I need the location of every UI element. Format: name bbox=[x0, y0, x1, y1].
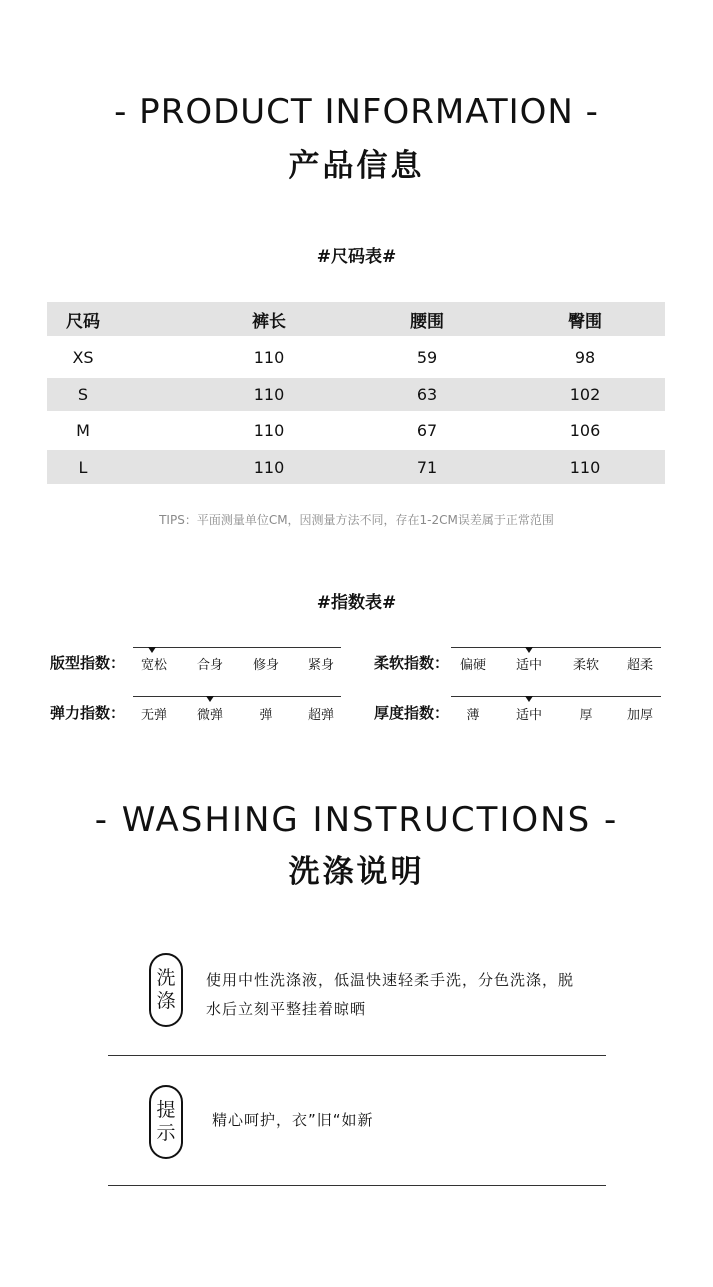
size-table-header bbox=[47, 302, 665, 336]
elasticity-index-line bbox=[133, 696, 341, 697]
thickness-option: 薄 bbox=[466, 708, 480, 723]
wash-text-line: 使用中性洗涤液，低温快速轻柔手洗，分色洗涤，脱 bbox=[206, 971, 575, 989]
table-cell: 106 bbox=[569, 421, 601, 440]
elasticity-option: 超弹 bbox=[307, 708, 334, 723]
size-tips: TIPS：平面测量单位CM，因测量方法不同，存在1-2CM误差属于正常范围 bbox=[159, 513, 554, 527]
thickness-index-label: 厚度指数： bbox=[374, 704, 450, 722]
elasticity-index-label: 弹力指数： bbox=[50, 704, 126, 722]
divider bbox=[108, 1055, 606, 1056]
column-header: 腰围 bbox=[410, 311, 444, 332]
product-info-title-cn: 产品信息 bbox=[288, 148, 425, 184]
index-table-title: #指数表# bbox=[316, 593, 397, 613]
table-row bbox=[47, 336, 665, 378]
table-cell: XS bbox=[72, 347, 94, 367]
softness-option: 适中 bbox=[515, 658, 542, 673]
table-cell: 71 bbox=[416, 457, 438, 477]
fit-index-marker-icon bbox=[148, 647, 156, 653]
column-header: 尺码 bbox=[66, 311, 100, 332]
table-cell: S bbox=[77, 385, 89, 404]
softness-option: 柔软 bbox=[572, 658, 599, 673]
table-cell: 59 bbox=[416, 347, 438, 367]
tip-text-line: 精心呵护，衣”旧“如新 bbox=[212, 1111, 374, 1129]
wash-text bbox=[206, 966, 626, 1024]
wash-text-line: 水后立刻平整挂着晾晒 bbox=[206, 1000, 367, 1018]
softness-option: 超柔 bbox=[626, 658, 653, 673]
table-cell: L bbox=[78, 457, 88, 477]
softness-index-label: 柔软指数： bbox=[374, 654, 450, 672]
wash-badge-char: 洗 bbox=[156, 967, 176, 989]
tip-badge-char: 示 bbox=[156, 1122, 176, 1144]
table-cell: 67 bbox=[416, 421, 438, 440]
washing-title-cn: 洗涤说明 bbox=[288, 854, 425, 890]
table-cell: 110 bbox=[253, 347, 285, 367]
table-cell: 63 bbox=[416, 385, 438, 404]
fit-option: 合身 bbox=[196, 658, 223, 673]
table-cell: 110 bbox=[569, 457, 601, 477]
table-cell: 102 bbox=[569, 385, 601, 404]
table-cell: 110 bbox=[253, 421, 285, 440]
divider bbox=[108, 1185, 606, 1186]
size-table-title: #尺码表# bbox=[316, 247, 397, 267]
elasticity-option: 微弹 bbox=[196, 708, 223, 723]
table-row bbox=[47, 411, 665, 450]
wash-badge bbox=[149, 953, 183, 1027]
thickness-index-marker-icon bbox=[525, 696, 533, 702]
size-table bbox=[47, 302, 665, 484]
elasticity-index-marker-icon bbox=[206, 696, 214, 702]
fit-option: 紧身 bbox=[307, 658, 334, 673]
table-row bbox=[47, 378, 665, 411]
column-header: 臀围 bbox=[568, 311, 602, 332]
table-cell: 110 bbox=[253, 385, 285, 404]
column-header: 裤长 bbox=[252, 311, 286, 332]
product-info-title-en: - PRODUCT INFORMATION - bbox=[114, 92, 599, 132]
tip-text bbox=[212, 1106, 612, 1135]
fit-option: 宽松 bbox=[140, 658, 167, 673]
thickness-option: 厚 bbox=[579, 708, 593, 723]
table-cell: 110 bbox=[253, 457, 285, 477]
table-cell: 98 bbox=[574, 347, 596, 367]
table-cell: M bbox=[76, 421, 90, 440]
table-row bbox=[47, 450, 665, 484]
fit-index-line bbox=[133, 647, 341, 648]
thickness-index-line bbox=[451, 696, 661, 697]
tip-badge-char: 提 bbox=[156, 1099, 176, 1121]
wash-badge-char: 涤 bbox=[156, 990, 176, 1012]
softness-index-marker-icon bbox=[525, 647, 533, 653]
fit-option: 修身 bbox=[252, 658, 279, 673]
elasticity-option: 弹 bbox=[259, 708, 273, 723]
fit-index-label: 版型指数： bbox=[50, 654, 126, 672]
elasticity-option: 无弹 bbox=[140, 708, 167, 723]
tip-badge bbox=[149, 1085, 183, 1159]
thickness-option: 加厚 bbox=[626, 708, 653, 723]
thickness-option: 适中 bbox=[515, 708, 542, 723]
softness-option: 偏硬 bbox=[459, 658, 486, 673]
softness-index-line bbox=[451, 647, 661, 648]
washing-title-en: - WASHING INSTRUCTIONS - bbox=[94, 800, 619, 840]
